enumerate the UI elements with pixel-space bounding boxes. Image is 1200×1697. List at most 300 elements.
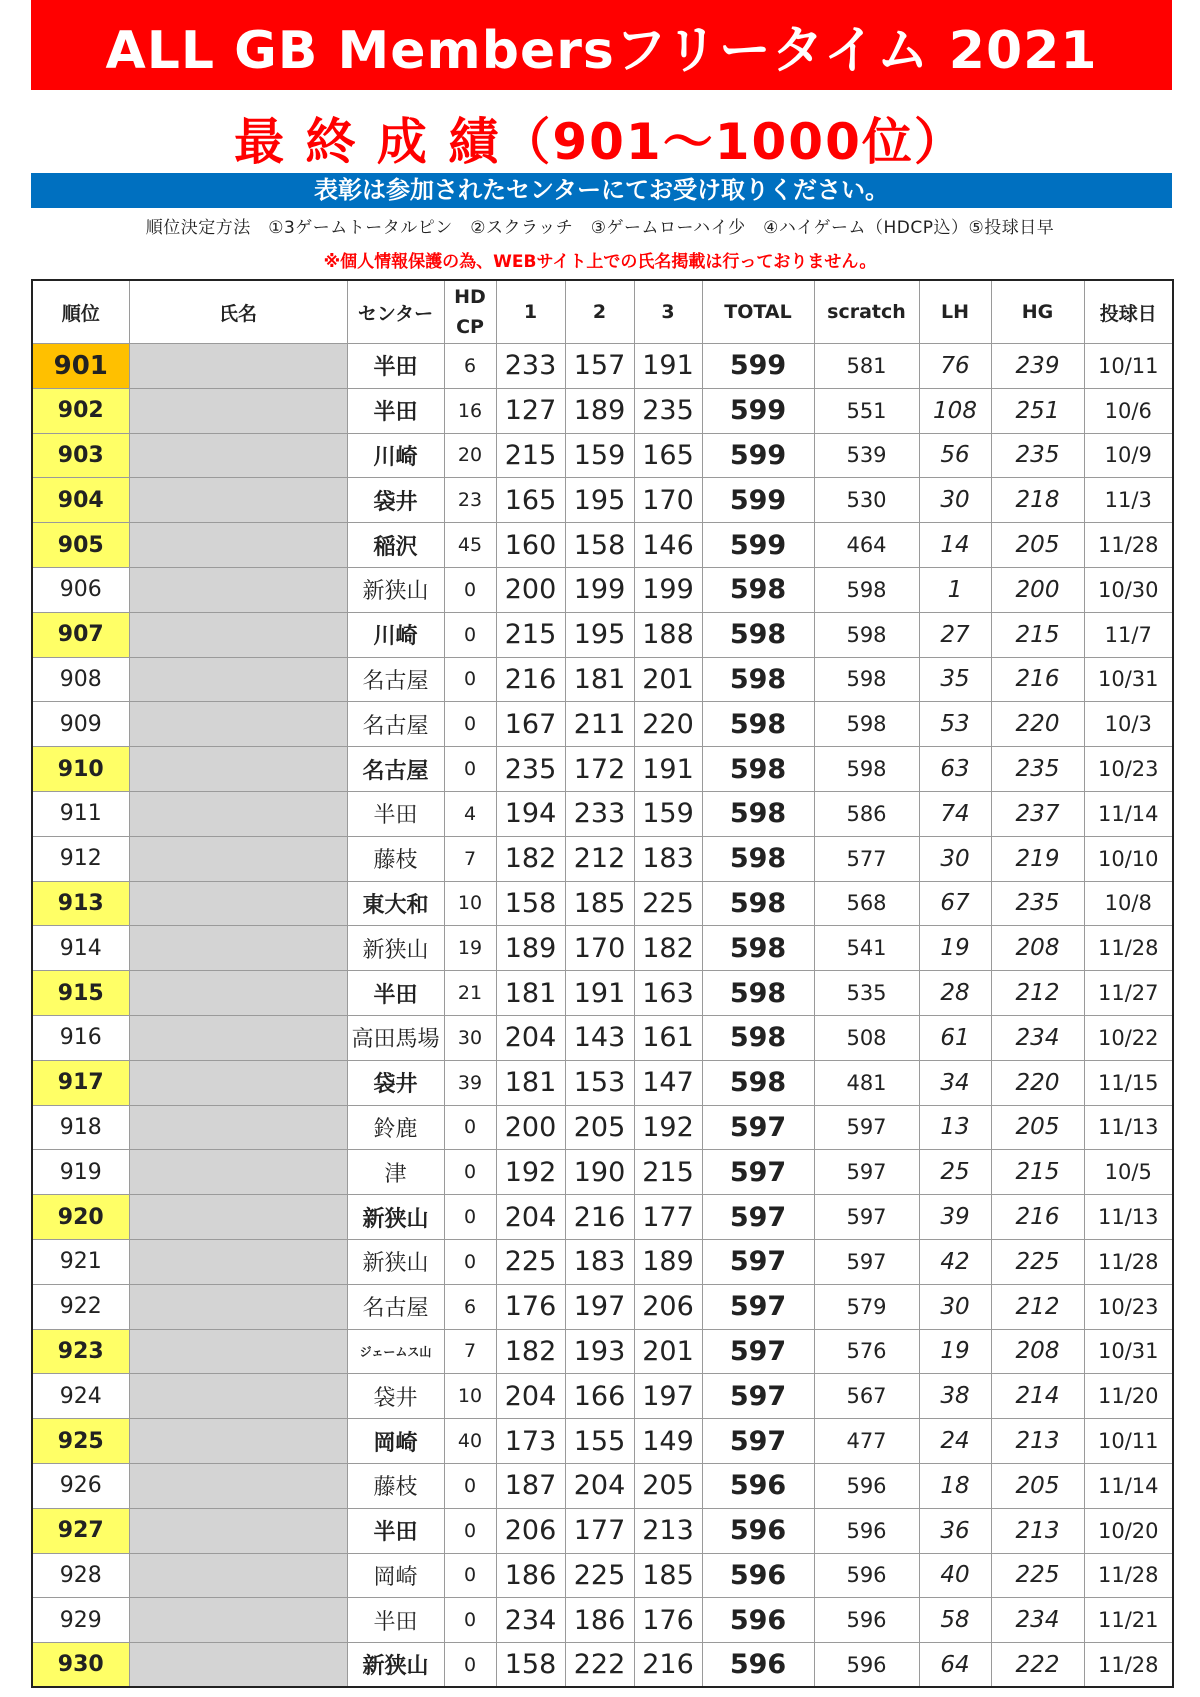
row-hg: 212 — [991, 971, 1084, 1016]
row-game-2: 172 — [565, 747, 634, 792]
row-date: 10/11 — [1084, 344, 1173, 389]
row-name-redacted — [129, 926, 347, 971]
row-game-1: 235 — [496, 747, 565, 792]
row-lh: 18 — [919, 1463, 991, 1508]
row-scratch: 596 — [814, 1508, 919, 1553]
row-game-2: 181 — [565, 657, 634, 702]
row-scratch: 508 — [814, 1015, 919, 1060]
header-name: 氏名 — [129, 280, 347, 344]
row-scratch: 597 — [814, 1195, 919, 1240]
row-game-1: 192 — [496, 1150, 565, 1195]
row-lh: 19 — [919, 926, 991, 971]
row-scratch: 541 — [814, 926, 919, 971]
row-center: 東大和 — [347, 881, 444, 926]
header-hdcp — [444, 280, 496, 344]
row-rank: 904 — [32, 478, 129, 523]
table-row — [32, 344, 1173, 389]
row-game-2: 222 — [565, 1643, 634, 1688]
row-rank: 905 — [32, 523, 129, 568]
row-scratch: 596 — [814, 1598, 919, 1643]
row-game-3: 176 — [634, 1598, 702, 1643]
row-center: 高田馬場 — [347, 1015, 444, 1060]
row-hdcp: 0 — [444, 567, 496, 612]
row-game-3: 191 — [634, 344, 702, 389]
table-row — [32, 747, 1173, 792]
row-date: 10/30 — [1084, 567, 1173, 612]
row-rank: 920 — [32, 1195, 129, 1240]
row-game-1: 181 — [496, 971, 565, 1016]
row-game-2: 143 — [565, 1015, 634, 1060]
row-hg: 235 — [991, 433, 1084, 478]
row-game-3: 147 — [634, 1060, 702, 1105]
row-date: 10/5 — [1084, 1150, 1173, 1195]
row-game-2: 211 — [565, 702, 634, 747]
row-name-redacted — [129, 1598, 347, 1643]
row-rank: 927 — [32, 1508, 129, 1553]
row-scratch: 551 — [814, 388, 919, 433]
row-name-redacted — [129, 1643, 347, 1688]
row-lh: 40 — [919, 1553, 991, 1598]
table-row — [32, 1105, 1173, 1150]
header-total: TOTAL — [702, 280, 814, 344]
privacy-notice: ※個人情報保護の為、WEBサイト上での氏名掲載は行っておりません。 — [323, 252, 877, 272]
row-hg: 219 — [991, 836, 1084, 881]
row-rank: 911 — [32, 791, 129, 836]
row-game-1: 186 — [496, 1553, 565, 1598]
table-row — [32, 1553, 1173, 1598]
row-name-redacted — [129, 344, 347, 389]
row-lh: 42 — [919, 1239, 991, 1284]
row-hdcp: 0 — [444, 1463, 496, 1508]
row-game-3: 213 — [634, 1508, 702, 1553]
row-hdcp: 0 — [444, 747, 496, 792]
row-total: 598 — [702, 702, 814, 747]
row-hdcp: 0 — [444, 1598, 496, 1643]
row-lh: 76 — [919, 344, 991, 389]
row-hdcp: 7 — [444, 836, 496, 881]
row-hg: 216 — [991, 1195, 1084, 1240]
row-game-1: 216 — [496, 657, 565, 702]
row-name-redacted — [129, 523, 347, 568]
row-hdcp: 0 — [444, 1643, 496, 1688]
row-game-3: 170 — [634, 478, 702, 523]
row-date: 11/13 — [1084, 1105, 1173, 1150]
row-date: 10/31 — [1084, 1329, 1173, 1374]
row-game-2: 159 — [565, 433, 634, 478]
results-subtitle: 最 終 成 績（901～1000位） — [234, 113, 966, 171]
row-hdcp: 30 — [444, 1015, 496, 1060]
row-date: 11/27 — [1084, 971, 1173, 1016]
row-hdcp: 0 — [444, 702, 496, 747]
row-scratch: 535 — [814, 971, 919, 1016]
row-hdcp: 39 — [444, 1060, 496, 1105]
row-hdcp: 45 — [444, 523, 496, 568]
row-date: 11/21 — [1084, 1598, 1173, 1643]
row-scratch: 539 — [814, 433, 919, 478]
row-center: 川崎 — [347, 612, 444, 657]
table-row — [32, 523, 1173, 568]
row-game-1: 189 — [496, 926, 565, 971]
row-center: 新狭山 — [347, 567, 444, 612]
row-game-1: 234 — [496, 1598, 565, 1643]
row-date: 11/13 — [1084, 1195, 1173, 1240]
row-game-3: 206 — [634, 1284, 702, 1329]
row-date: 10/23 — [1084, 747, 1173, 792]
row-lh: 30 — [919, 1284, 991, 1329]
row-date: 11/28 — [1084, 1239, 1173, 1284]
row-game-2: 166 — [565, 1374, 634, 1419]
row-center: ジェームス山 — [347, 1329, 444, 1374]
row-hg: 215 — [991, 1150, 1084, 1195]
row-center: 新狭山 — [347, 1239, 444, 1284]
table-row — [32, 702, 1173, 747]
row-scratch: 576 — [814, 1329, 919, 1374]
row-lh: 25 — [919, 1150, 991, 1195]
row-total: 599 — [702, 388, 814, 433]
row-center: 津 — [347, 1150, 444, 1195]
table-row — [32, 881, 1173, 926]
row-center: 袋井 — [347, 478, 444, 523]
row-center: 名古屋 — [347, 1284, 444, 1329]
row-name-redacted — [129, 1553, 347, 1598]
header-rank: 順位 — [32, 280, 129, 344]
row-date: 10/11 — [1084, 1419, 1173, 1464]
row-hg: 234 — [991, 1015, 1084, 1060]
row-game-3: 199 — [634, 567, 702, 612]
row-total: 599 — [702, 433, 814, 478]
row-game-2: 193 — [565, 1329, 634, 1374]
row-game-2: 191 — [565, 971, 634, 1016]
table-row — [32, 388, 1173, 433]
row-lh: 53 — [919, 702, 991, 747]
row-total: 597 — [702, 1419, 814, 1464]
row-game-1: 158 — [496, 881, 565, 926]
row-scratch: 568 — [814, 881, 919, 926]
row-total: 599 — [702, 478, 814, 523]
table-row — [32, 791, 1173, 836]
row-game-2: 189 — [565, 388, 634, 433]
row-name-redacted — [129, 1239, 347, 1284]
row-rank: 919 — [32, 1150, 129, 1195]
row-hg: 251 — [991, 388, 1084, 433]
ranking-method: 順位決定方法 ①3ゲームトータルピン ②スクラッチ ③ゲームローハイ少 ④ハイゲーム（HDCP込）⑤投球日早 — [145, 218, 1055, 238]
row-game-1: 204 — [496, 1374, 565, 1419]
row-scratch: 598 — [814, 702, 919, 747]
row-rank: 928 — [32, 1553, 129, 1598]
row-center: 名古屋 — [347, 702, 444, 747]
row-hg: 234 — [991, 1598, 1084, 1643]
row-hdcp: 10 — [444, 1374, 496, 1419]
row-game-1: 200 — [496, 1105, 565, 1150]
row-rank: 921 — [32, 1239, 129, 1284]
row-game-1: 233 — [496, 344, 565, 389]
row-lh: 56 — [919, 433, 991, 478]
row-hdcp: 0 — [444, 1508, 496, 1553]
row-lh: 34 — [919, 1060, 991, 1105]
row-game-2: 197 — [565, 1284, 634, 1329]
row-total: 597 — [702, 1195, 814, 1240]
row-lh: 39 — [919, 1195, 991, 1240]
table-row — [32, 433, 1173, 478]
header-game-2: 2 — [565, 280, 634, 344]
table-row — [32, 1060, 1173, 1105]
row-total: 598 — [702, 926, 814, 971]
header-hdcp-top: HD — [454, 286, 486, 308]
row-game-2: 190 — [565, 1150, 634, 1195]
row-total: 598 — [702, 1060, 814, 1105]
row-scratch: 597 — [814, 1150, 919, 1195]
row-game-1: 158 — [496, 1643, 565, 1688]
header-date: 投球日 — [1084, 280, 1173, 344]
row-name-redacted — [129, 567, 347, 612]
row-game-1: 182 — [496, 836, 565, 881]
row-rank: 907 — [32, 612, 129, 657]
row-lh: 13 — [919, 1105, 991, 1150]
row-name-redacted — [129, 1195, 347, 1240]
row-total: 599 — [702, 523, 814, 568]
page-title: ALL GB Membersフリータイム 2021 — [31, 0, 1172, 90]
row-total: 597 — [702, 1150, 814, 1195]
row-lh: 67 — [919, 881, 991, 926]
row-lh: 38 — [919, 1374, 991, 1419]
row-center: 袋井 — [347, 1060, 444, 1105]
row-name-redacted — [129, 836, 347, 881]
row-rank: 923 — [32, 1329, 129, 1374]
row-game-3: 159 — [634, 791, 702, 836]
row-total: 596 — [702, 1643, 814, 1688]
row-total: 598 — [702, 612, 814, 657]
table-row — [32, 1284, 1173, 1329]
row-game-1: 225 — [496, 1239, 565, 1284]
row-lh: 58 — [919, 1598, 991, 1643]
header-center: センター — [347, 280, 444, 344]
table-row — [32, 926, 1173, 971]
row-hg: 205 — [991, 1105, 1084, 1150]
row-name-redacted — [129, 612, 347, 657]
row-game-2: 183 — [565, 1239, 634, 1284]
row-hg: 216 — [991, 657, 1084, 702]
row-center: 新狭山 — [347, 926, 444, 971]
row-hg: 212 — [991, 1284, 1084, 1329]
row-center: 岡崎 — [347, 1419, 444, 1464]
row-game-2: 155 — [565, 1419, 634, 1464]
row-total: 598 — [702, 971, 814, 1016]
row-game-2: 212 — [565, 836, 634, 881]
row-date: 11/7 — [1084, 612, 1173, 657]
row-scratch: 596 — [814, 1643, 919, 1688]
row-date: 11/14 — [1084, 791, 1173, 836]
row-name-redacted — [129, 657, 347, 702]
row-center: 藤枝 — [347, 836, 444, 881]
row-rank: 915 — [32, 971, 129, 1016]
row-rank: 908 — [32, 657, 129, 702]
row-rank: 913 — [32, 881, 129, 926]
row-hg: 213 — [991, 1508, 1084, 1553]
row-lh: 63 — [919, 747, 991, 792]
row-name-redacted — [129, 791, 347, 836]
row-game-2: 157 — [565, 344, 634, 389]
row-game-3: 205 — [634, 1463, 702, 1508]
header-game-3: 3 — [634, 280, 702, 344]
row-game-1: 173 — [496, 1419, 565, 1464]
row-game-1: 194 — [496, 791, 565, 836]
row-game-2: 186 — [565, 1598, 634, 1643]
row-hdcp: 6 — [444, 344, 496, 389]
row-game-2: 185 — [565, 881, 634, 926]
row-rank: 912 — [32, 836, 129, 881]
row-rank: 926 — [32, 1463, 129, 1508]
row-total: 598 — [702, 881, 814, 926]
row-hg: 218 — [991, 478, 1084, 523]
row-date: 11/14 — [1084, 1463, 1173, 1508]
header-hdcp-bottom: CP — [456, 316, 484, 338]
row-center: 名古屋 — [347, 747, 444, 792]
row-scratch: 596 — [814, 1463, 919, 1508]
row-game-2: 153 — [565, 1060, 634, 1105]
row-hdcp: 6 — [444, 1284, 496, 1329]
row-game-3: 220 — [634, 702, 702, 747]
row-center: 稲沢 — [347, 523, 444, 568]
row-date: 10/22 — [1084, 1015, 1173, 1060]
row-hg: 205 — [991, 523, 1084, 568]
row-game-3: 191 — [634, 747, 702, 792]
row-center: 藤枝 — [347, 1463, 444, 1508]
table-row — [32, 1150, 1173, 1195]
table-row — [32, 1015, 1173, 1060]
row-game-2: 158 — [565, 523, 634, 568]
row-game-3: 165 — [634, 433, 702, 478]
row-hg: 213 — [991, 1419, 1084, 1464]
row-rank: 909 — [32, 702, 129, 747]
row-name-redacted — [129, 747, 347, 792]
row-lh: 24 — [919, 1419, 991, 1464]
table-row — [32, 1598, 1173, 1643]
row-total: 599 — [702, 344, 814, 389]
table-row — [32, 836, 1173, 881]
row-game-3: 201 — [634, 657, 702, 702]
row-date: 10/31 — [1084, 657, 1173, 702]
row-rank: 930 — [32, 1643, 129, 1688]
row-scratch: 598 — [814, 612, 919, 657]
row-hdcp: 4 — [444, 791, 496, 836]
row-hg: 205 — [991, 1463, 1084, 1508]
table-row — [32, 567, 1173, 612]
row-hdcp: 23 — [444, 478, 496, 523]
row-name-redacted — [129, 702, 347, 747]
row-name-redacted — [129, 1508, 347, 1553]
row-game-3: 149 — [634, 1419, 702, 1464]
row-rank: 903 — [32, 433, 129, 478]
row-center: 岡崎 — [347, 1553, 444, 1598]
row-date: 11/28 — [1084, 1643, 1173, 1688]
row-lh: 61 — [919, 1015, 991, 1060]
row-hdcp: 7 — [444, 1329, 496, 1374]
row-date: 10/8 — [1084, 881, 1173, 926]
row-game-2: 216 — [565, 1195, 634, 1240]
row-game-3: 197 — [634, 1374, 702, 1419]
row-game-1: 215 — [496, 612, 565, 657]
row-game-3: 192 — [634, 1105, 702, 1150]
row-rank: 922 — [32, 1284, 129, 1329]
row-name-redacted — [129, 1105, 347, 1150]
row-center: 新狭山 — [347, 1643, 444, 1688]
results-table — [31, 279, 1174, 1688]
row-rank: 901 — [32, 344, 129, 389]
row-total: 597 — [702, 1284, 814, 1329]
row-hdcp: 0 — [444, 657, 496, 702]
row-scratch: 598 — [814, 567, 919, 612]
row-total: 596 — [702, 1463, 814, 1508]
row-game-1: 206 — [496, 1508, 565, 1553]
row-center: 川崎 — [347, 433, 444, 478]
row-hdcp: 0 — [444, 1195, 496, 1240]
row-lh: 1 — [919, 567, 991, 612]
row-hg: 220 — [991, 1060, 1084, 1105]
row-hdcp: 0 — [444, 1239, 496, 1284]
row-name-redacted — [129, 1463, 347, 1508]
row-scratch: 530 — [814, 478, 919, 523]
row-game-3: 235 — [634, 388, 702, 433]
row-scratch: 464 — [814, 523, 919, 568]
row-scratch: 567 — [814, 1374, 919, 1419]
row-hdcp: 10 — [444, 881, 496, 926]
row-total: 598 — [702, 1015, 814, 1060]
row-game-3: 182 — [634, 926, 702, 971]
row-date: 11/20 — [1084, 1374, 1173, 1419]
row-rank: 918 — [32, 1105, 129, 1150]
table-row — [32, 971, 1173, 1016]
row-hdcp: 16 — [444, 388, 496, 433]
table-row — [32, 1419, 1173, 1464]
table-row — [32, 1374, 1173, 1419]
row-game-2: 199 — [565, 567, 634, 612]
row-game-3: 163 — [634, 971, 702, 1016]
row-hdcp: 20 — [444, 433, 496, 478]
table-row — [32, 1195, 1173, 1240]
row-rank: 916 — [32, 1015, 129, 1060]
row-date: 11/28 — [1084, 523, 1173, 568]
row-date: 10/6 — [1084, 388, 1173, 433]
row-hg: 220 — [991, 702, 1084, 747]
row-center: 袋井 — [347, 1374, 444, 1419]
row-center: 半田 — [347, 971, 444, 1016]
row-game-1: 187 — [496, 1463, 565, 1508]
row-date: 10/3 — [1084, 702, 1173, 747]
row-hg: 208 — [991, 926, 1084, 971]
row-rank: 902 — [32, 388, 129, 433]
row-game-1: 182 — [496, 1329, 565, 1374]
row-game-3: 201 — [634, 1329, 702, 1374]
row-lh: 36 — [919, 1508, 991, 1553]
row-hdcp: 0 — [444, 1105, 496, 1150]
table-row — [32, 657, 1173, 702]
row-game-3: 215 — [634, 1150, 702, 1195]
row-game-1: 167 — [496, 702, 565, 747]
row-hdcp: 40 — [444, 1419, 496, 1464]
row-hg: 239 — [991, 344, 1084, 389]
row-date: 11/28 — [1084, 1553, 1173, 1598]
row-lh: 19 — [919, 1329, 991, 1374]
header-hg: HG — [991, 280, 1084, 344]
row-total: 598 — [702, 747, 814, 792]
row-hg: 225 — [991, 1239, 1084, 1284]
row-total: 598 — [702, 791, 814, 836]
row-game-3: 189 — [634, 1239, 702, 1284]
header-lh: LH — [919, 280, 991, 344]
row-lh: 30 — [919, 836, 991, 881]
row-lh: 27 — [919, 612, 991, 657]
row-game-2: 225 — [565, 1553, 634, 1598]
